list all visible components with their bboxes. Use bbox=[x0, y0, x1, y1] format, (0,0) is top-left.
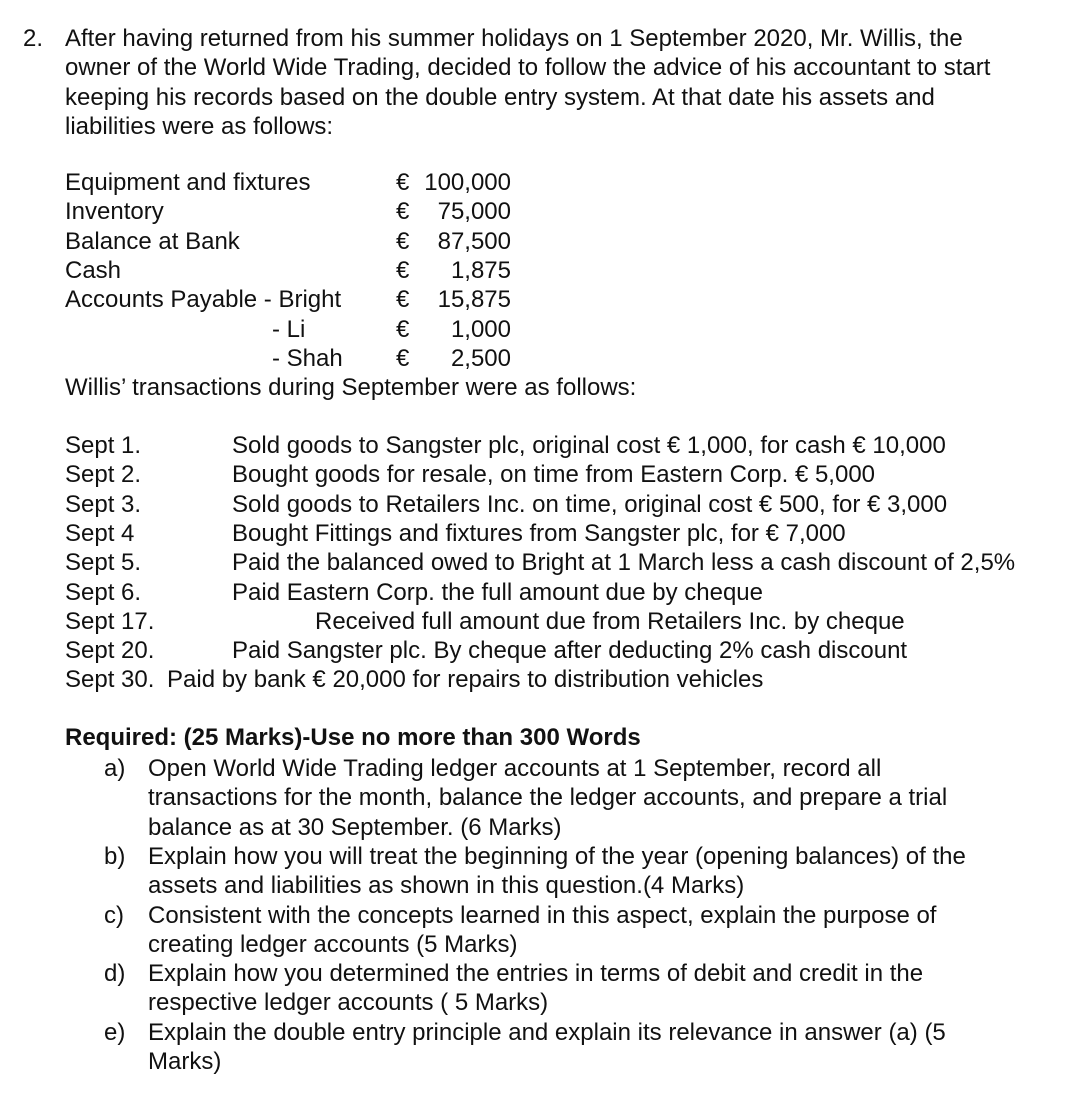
currency-symbol: € bbox=[396, 256, 410, 284]
item-line: transactions for the month, balance the ledger accounts, and prepare a trial bbox=[148, 784, 948, 812]
transaction-date: Sept 5. bbox=[65, 549, 142, 577]
item-letter: b) bbox=[104, 843, 126, 870]
transaction-description: Paid Sangster plc. By cheque after deducting 2% cash discount bbox=[232, 637, 908, 665]
item-text bbox=[148, 959, 923, 1018]
transaction-date: Sept 6. bbox=[65, 578, 142, 606]
intro-line: After having returned from his summer holidays on 1 September 2020, Mr. Willis, the bbox=[65, 25, 963, 52]
item-line: assets and liabilities as shown in this question.(4 Marks) bbox=[148, 872, 745, 900]
transaction-row bbox=[65, 636, 1065, 665]
item-line: Explain the double entry principle and explain its relevance in answer (a) (5 bbox=[148, 1018, 946, 1046]
transaction-row bbox=[65, 665, 1065, 694]
balance-label: Balance at Bank bbox=[65, 227, 240, 255]
item-letter: e) bbox=[104, 1018, 126, 1046]
currency-symbol: € bbox=[396, 344, 410, 372]
currency-symbol: € bbox=[396, 198, 410, 226]
balance-amount: 87,500 bbox=[437, 227, 511, 255]
currency-symbol: € bbox=[396, 286, 410, 314]
transaction-description: Paid by bank € 20,000 for repairs to distribution vehicles bbox=[167, 666, 764, 694]
balance-row bbox=[65, 168, 525, 197]
balance-amount: 1,875 bbox=[450, 256, 511, 284]
balance-amount: 1,000 bbox=[450, 315, 511, 343]
balance-row bbox=[65, 256, 525, 285]
item-line: Explain how you determined the entries in terms of debit and credit in the bbox=[148, 960, 924, 988]
balance-row bbox=[65, 227, 525, 256]
transaction-row bbox=[65, 460, 1065, 489]
transaction-description: Sold goods to Retailers Inc. on time, original cost € 500, for € 3,000 bbox=[232, 490, 948, 518]
transaction-row bbox=[65, 548, 1065, 577]
item-letter: c) bbox=[104, 901, 124, 929]
transaction-row bbox=[65, 578, 1065, 607]
item-line: Marks) bbox=[148, 1048, 222, 1076]
item-line: creating ledger accounts (5 Marks) bbox=[148, 930, 518, 958]
item-letter: a) bbox=[104, 755, 126, 782]
transaction-description: Received full amount due from Retailers Inc. by cheque bbox=[315, 607, 905, 635]
transaction-description: Sold goods to Sangster plc, original cost € 1,000, for cash € 10,000 bbox=[232, 432, 946, 459]
currency-symbol: € bbox=[396, 227, 410, 255]
transaction-description: Paid the balanced owed to Bright at 1 March less a cash discount of 2,5% bbox=[232, 549, 1016, 577]
item-line: respective ledger accounts ( 5 Marks) bbox=[148, 989, 549, 1017]
transaction-date: Sept 20. bbox=[65, 637, 155, 665]
item-letter: d) bbox=[104, 960, 126, 988]
transaction-date: Sept 3. bbox=[65, 490, 142, 518]
transaction-date: Sept 1. bbox=[65, 432, 142, 459]
balance-row bbox=[65, 197, 525, 226]
balance-amount: 75,000 bbox=[437, 198, 511, 226]
item-line: Open World Wide Trading ledger accounts at 1 September, record all bbox=[148, 755, 882, 782]
question-intro bbox=[65, 24, 1055, 141]
intro-line: liabilities were as follows: bbox=[65, 112, 334, 140]
balance-label: Accounts Payable - Bright bbox=[65, 286, 342, 314]
required-title: Required: (25 Marks)-Use no more than 300 Words bbox=[65, 724, 641, 751]
transaction-description: Bought Fittings and fixtures from Sangster plc, for € 7,000 bbox=[232, 519, 846, 547]
transaction-row bbox=[65, 490, 1065, 519]
transaction-row bbox=[65, 519, 1065, 548]
currency-symbol: € bbox=[396, 169, 410, 196]
transaction-date: Sept 30. bbox=[65, 666, 155, 694]
transaction-date: Sept 4 bbox=[65, 519, 135, 547]
item-line: Consistent with the concepts learned in this aspect, explain the purpose of bbox=[148, 901, 937, 929]
balance-label: Equipment and fixtures bbox=[65, 169, 311, 196]
balance-amount: 100,000 bbox=[424, 169, 511, 196]
balance-label: - Li bbox=[272, 315, 306, 343]
transaction-row bbox=[65, 431, 1065, 460]
balance-row bbox=[65, 315, 525, 344]
transactions-heading: Willis’ transactions during September were as follows: bbox=[65, 374, 637, 401]
balance-row bbox=[65, 285, 525, 314]
item-text bbox=[148, 901, 936, 960]
balance-row bbox=[65, 344, 525, 373]
intro-line: keeping his records based on the double entry system. At that date his assets and bbox=[65, 83, 935, 111]
transaction-date: Sept 17. bbox=[65, 607, 155, 635]
transaction-description: Paid Eastern Corp. the full amount due by cheque bbox=[232, 578, 763, 606]
item-line: balance as at 30 September. (6 Marks) bbox=[148, 813, 562, 841]
item-line: Explain how you will treat the beginning of the year (opening balances) of the bbox=[148, 843, 966, 870]
balance-amount: 2,500 bbox=[450, 344, 511, 372]
question-number: 2. bbox=[23, 25, 44, 52]
transaction-description: Bought goods for resale, on time from Eastern Corp. € 5,000 bbox=[232, 461, 876, 489]
balance-label: Inventory bbox=[65, 198, 164, 226]
balance-label: - Shah bbox=[272, 344, 343, 372]
balance-amount: 15,875 bbox=[437, 286, 511, 314]
item-text bbox=[148, 842, 966, 901]
item-text bbox=[148, 1018, 946, 1077]
item-text bbox=[148, 754, 947, 842]
intro-line: owner of the World Wide Trading, decided to follow the advice of his accountant to start bbox=[65, 54, 991, 82]
transaction-date: Sept 2. bbox=[65, 461, 142, 489]
transaction-row bbox=[65, 607, 1065, 636]
currency-symbol: € bbox=[396, 315, 410, 343]
balance-label: Cash bbox=[65, 256, 122, 284]
